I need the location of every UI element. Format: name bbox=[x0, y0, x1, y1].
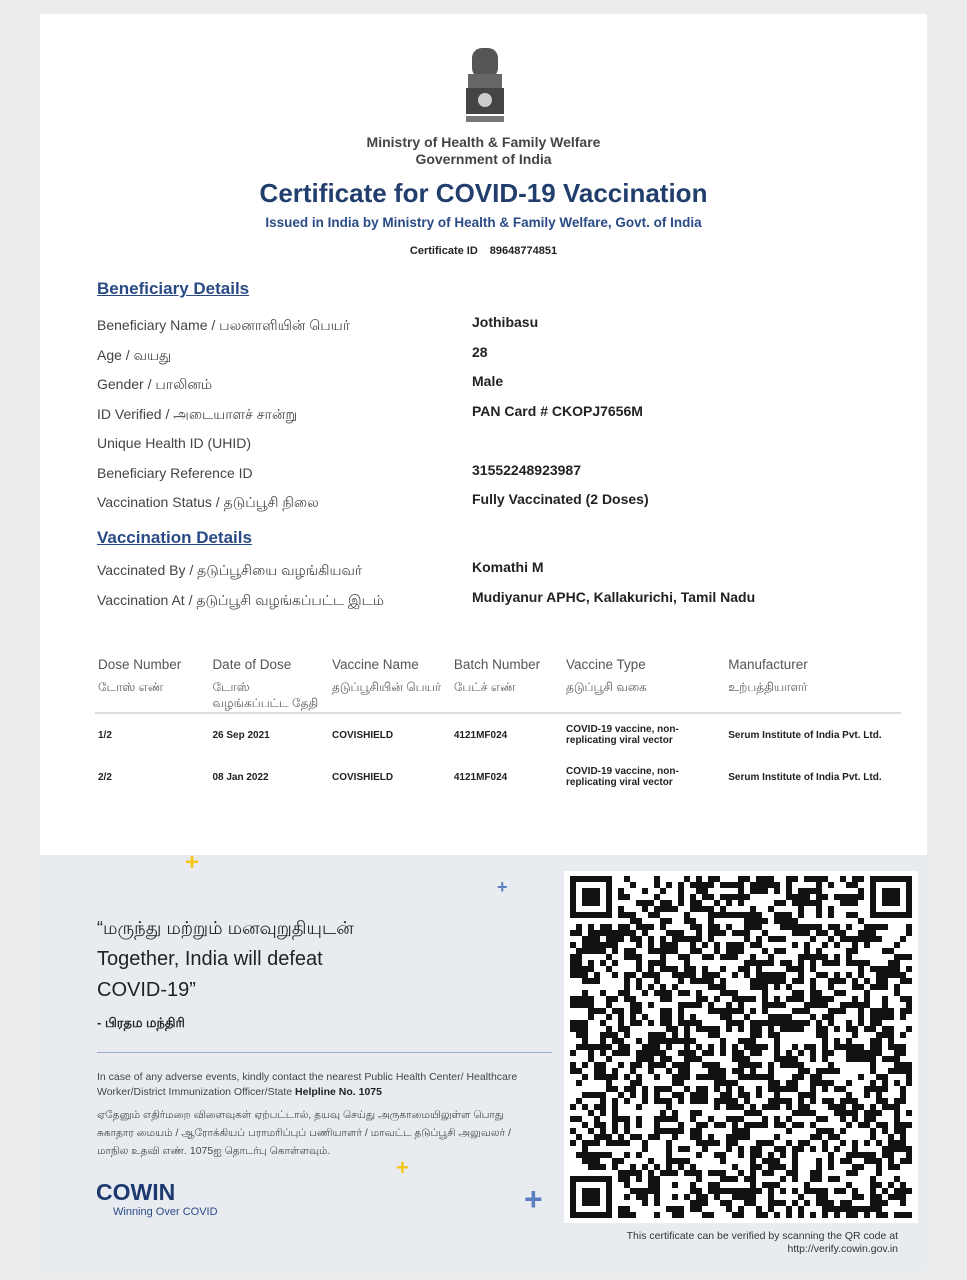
table-cell: COVISHIELD bbox=[332, 729, 394, 741]
table-cell: COVISHIELD bbox=[332, 771, 394, 783]
plus-icon: + bbox=[396, 1155, 409, 1180]
ministry-name: Ministry of Health & Family Welfare Government of India bbox=[366, 134, 601, 167]
detail-label: Beneficiary Reference ID bbox=[97, 464, 253, 481]
column-header: Vaccine Name தடுப்பூசியின் பெயர் bbox=[329, 657, 451, 713]
dose-table bbox=[95, 657, 901, 798]
plus-icon: + bbox=[524, 1181, 543, 1217]
plus-icon: + bbox=[497, 877, 508, 897]
detail-value: 28 bbox=[472, 343, 488, 360]
table-cell: 1/2 bbox=[98, 729, 112, 741]
cowin-tagline: Winning Over COVID bbox=[113, 1206, 218, 1218]
table-row bbox=[95, 713, 901, 756]
table-cell: 26 Sep 2021 bbox=[212, 729, 270, 741]
certificate bbox=[40, 14, 927, 1270]
detail-value: Jothibasu bbox=[472, 314, 539, 330]
detail-value: PAN Card # CKOPJ7656M bbox=[472, 402, 643, 419]
verify-note: This certificate can be verified by scanning the QR code at http://verify.cowin.gov.in bbox=[626, 1230, 898, 1255]
column-header: Date of Dose டோஸ் வழங்கப்பட்ட தேதி bbox=[209, 657, 329, 713]
vaccination-heading: Vaccination Details bbox=[97, 528, 252, 547]
column-header: Batch Number பேட்ச் எண் bbox=[451, 657, 563, 713]
table-cell: Serum Institute of India Pvt. Ltd. bbox=[728, 729, 882, 741]
column-header: Manufacturer உற்பத்தியாளர் bbox=[725, 657, 901, 713]
subtitle: Issued in India by Ministry of Health & Family Welfare, Govt. of India bbox=[265, 215, 702, 230]
column-header: Vaccine Type தடுப்பூசி வகை bbox=[563, 657, 725, 713]
detail-label: Beneficiary Name / பலனாளியின் பெயர் bbox=[97, 317, 351, 333]
detail-label: Unique Health ID (UHID) bbox=[97, 435, 252, 451]
table-row bbox=[95, 756, 901, 798]
table-cell: 4121MF024 bbox=[453, 771, 508, 783]
quote: “மருந்து மற்றும் மனவுறுதியுடன் Together, India will defeat COVID-19” bbox=[97, 918, 354, 1001]
detail-value: Male bbox=[472, 373, 504, 389]
adverse-events-note-tamil: ஏதேனும் எதிர்மறை விளைவுகள் ஏற்பட்டால், தயவு செய்து அருகாமையிலுள்ள பொது சுகாதார மையம் / ஆரோக்கியப் பராமரிப்புப் பணியாளர் / மாவட்ட தடுப்பூசி அலுவலர் / மாநில உதவி எண். 1075ஐ தொடர்பு கொள்ளவும். bbox=[97, 1109, 511, 1157]
detail-label: ID Verified / அடையாளச் சான்று bbox=[97, 405, 298, 422]
detail-label: Age / வயது bbox=[97, 346, 172, 363]
qr-modules bbox=[570, 876, 912, 1218]
footer-section bbox=[40, 849, 927, 1270]
table-cell: Serum Institute of India Pvt. Ltd. bbox=[728, 771, 882, 783]
qr-code bbox=[564, 871, 918, 1223]
detail-value: Fully Vaccinated (2 Doses) bbox=[472, 491, 649, 507]
detail-value: 31552248923987 bbox=[472, 461, 582, 478]
beneficiary-heading: Beneficiary Details bbox=[97, 279, 250, 298]
divider bbox=[97, 1052, 552, 1053]
cowin-logo: COWIN bbox=[96, 1179, 176, 1205]
quote-attribution: - பிரதம மந்திரி bbox=[97, 1015, 185, 1030]
adverse-events-note: In case of any adverse events, kindly contact the nearest Public Health Center/ Healthcare Worker/District Immunization Officer/State Helpline No. 1075 bbox=[97, 1071, 518, 1098]
detail-label: Gender / பாலினம் bbox=[97, 376, 213, 392]
plus-icon: + bbox=[185, 849, 200, 876]
table-cell: 08 Jan 2022 bbox=[212, 771, 269, 783]
table-cell: COVID-19 vaccine, non-replicating viral vector bbox=[566, 724, 679, 746]
certificate-id: Certificate ID 89648774851 bbox=[409, 245, 558, 257]
detail-value: Mudiyanur APHC, Kallakurichi, Tamil Nadu bbox=[472, 589, 756, 605]
column-header: Dose Number டோஸ் எண் bbox=[95, 657, 209, 713]
detail-label: Vaccination At / தடுப்பூசி வழங்கப்பட்ட இடம் bbox=[97, 592, 384, 608]
detail-label: Vaccination Status / தடுப்பூசி நிலை bbox=[97, 494, 319, 510]
table-cell: COVID-19 vaccine, non-replicating viral vector bbox=[566, 766, 679, 788]
detail-value: Komathi M bbox=[472, 559, 544, 575]
table-cell: 4121MF024 bbox=[453, 729, 508, 741]
table-cell: 2/2 bbox=[98, 771, 112, 783]
page-title: Certificate for COVID-19 Vaccination bbox=[259, 178, 708, 208]
detail-label: Vaccinated By / தடுப்பூசியை வழங்கியவர் bbox=[97, 562, 363, 578]
national-emblem-icon bbox=[458, 44, 512, 140]
